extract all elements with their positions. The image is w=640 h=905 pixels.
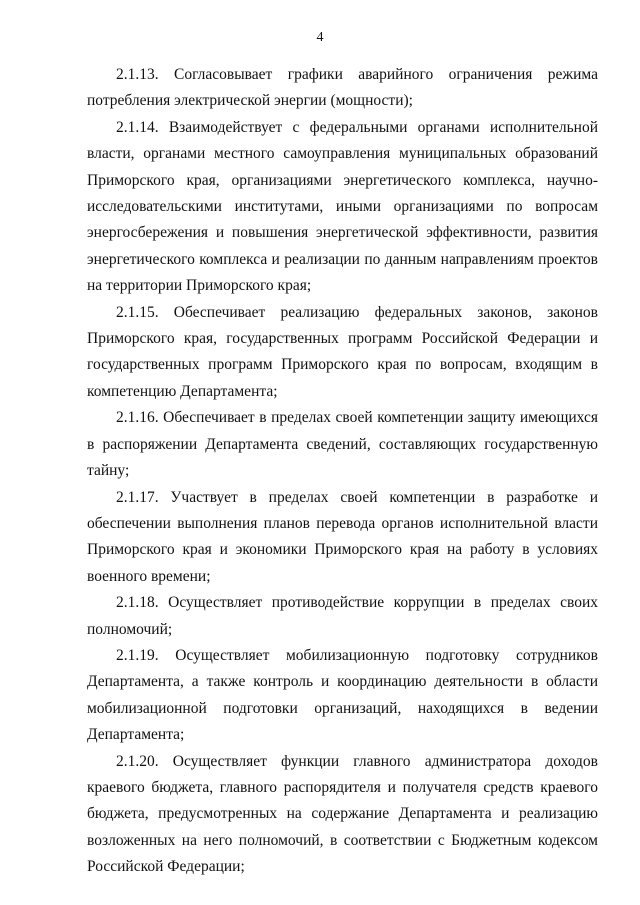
paragraph-2-1-18: 2.1.18. Осуществляет противодействие коррупции в пределах своих полномочий; <box>87 594 598 638</box>
paragraph-2-1-17: 2.1.17. Участвует в пределах своей компетенции в разработке и обеспечении выполнения планов перевода органов исполнительной власти Приморского края и экономики Приморского края на работу в условиях военного времени; <box>87 488 598 585</box>
document-body <box>87 62 598 881</box>
paragraph-2-1-15: 2.1.15. Обеспечивает реализацию федеральных законов, законов Приморского края, государственных программ Российской Федерации и государственных программ Приморского края по вопросам, входящим в компетенцию Департамента; <box>87 303 598 400</box>
paragraph-2-1-14: 2.1.14. Взаимодействует с федеральными органами исполнительной власти, органами местного самоуправления муниципальных образований Приморского края, организациями энергетического комплекса, научно-исследовательскими институтами, иными организациями по вопросам энергосбережения и повышения энергетической эффективности, развития энергетического комплекса и реализации по данным направлениям проектов на территории Приморского края; <box>87 118 598 295</box>
paragraph-2-1-19: 2.1.19. Осуществляет мобилизационную подготовку сотрудников Департамента, а также контроль и координацию деятельности в области мобилизационной подготовки организаций, находящихся в ведении Департамента; <box>87 646 598 744</box>
paragraph-2-1-16: 2.1.16. Обеспечивает в пределах своей компетенции защиту имеющихся в распоряжении Департамента сведений, составляющих государственную тайну; <box>87 409 598 480</box>
paragraph-2-1-20: 2.1.20. Осуществляет функции главного администратора доходов краевого бюджета, главного распорядителя и получателя средств краевого бюджета, предусмотренных на содержание Департамента и реализацию возложенных на него полномочий, в соответствии с Бюджетным кодексом Российской Федерации; <box>87 752 598 876</box>
page-number: 4 <box>316 30 324 45</box>
paragraph-2-1-13: 2.1.13. Согласовывает графики аварийного ограничения режима потребления электрической энергии (мощности); <box>87 66 598 110</box>
